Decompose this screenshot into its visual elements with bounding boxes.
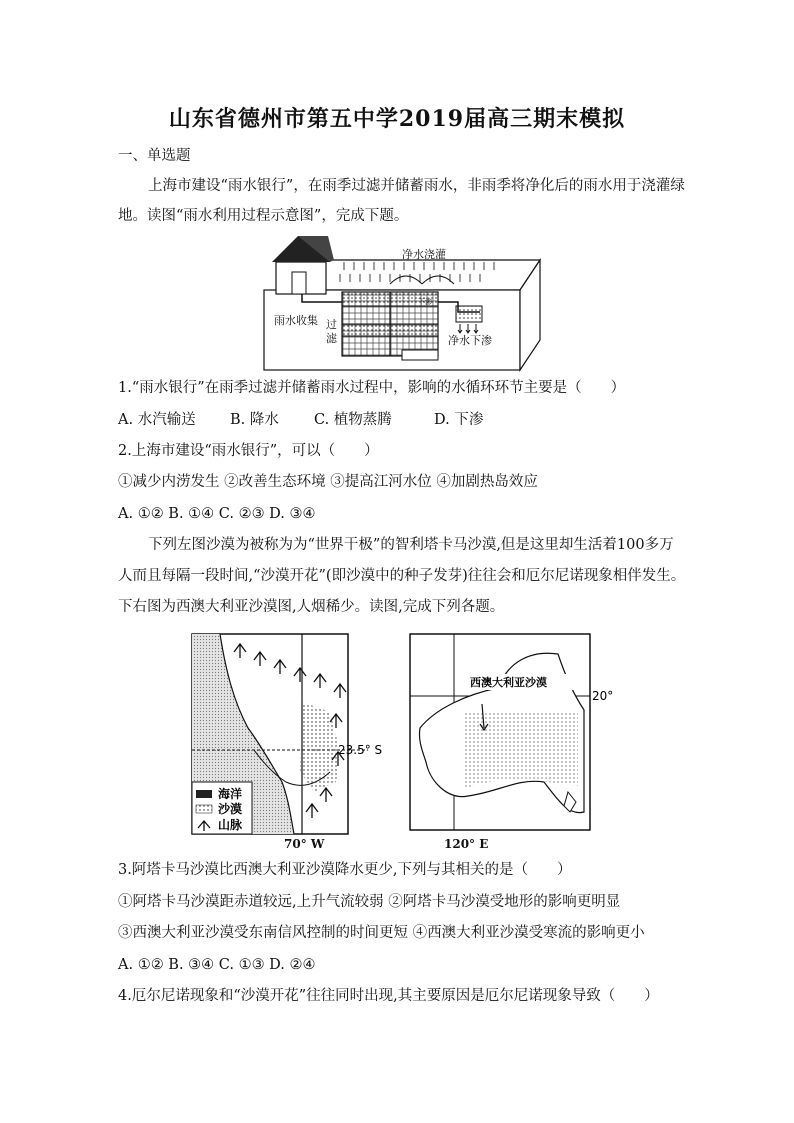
lon-label-120e: 120° E [444,837,489,851]
passage1-line1: 上海市建设“雨水银行”，在雨季过滤并储蓄雨水，非雨季将净化后的雨水用于浇灌绿 [148,178,685,194]
q2-items: ①减少内涝发生 ②改善生态环境 ③提高江河水位 ④加剧热岛效应 [118,474,538,490]
q3-stem: 3.阿塔卡马沙漠比西澳大利亚沙漠降水更少,下列与其相关的是（ ） [118,862,572,878]
q1-stem: 1.“雨水银行”在雨季过滤并储蓄雨水过程中，影响的水循环环节主要是（ ） [118,380,626,396]
label-irrigation: 净水浇灌 [402,248,446,261]
label-filter-a: 过 [326,318,337,331]
q3-options: A. ①② B. ③④ C. ①③ D. ②④ [118,957,316,973]
passage2-line1: 下列左图沙漠为被称为为“世界干极”的智利塔卡马沙漠,但是这里却生活着100多万 [148,537,674,553]
label-seep-small: 下渗 [418,298,432,306]
q3-items1: ①阿塔卡马沙漠距赤道较远,上升气流较弱 ②阿塔卡马沙漠受地形的影响更明显 [118,894,621,910]
passage2-line2: 人而且每隔一段时间,“沙漠开花”(即沙漠中的种子发芽)往往会和厄尔尼诺现象相伴发生。 [118,568,686,584]
page-title: 山东省德州市第五中学2019届高三期末模拟 [168,106,626,132]
q1-option-c: C. 植物蒸腾 [314,412,392,428]
label-collection: 雨水收集 [274,314,318,327]
legend-mountain: 山脉 [218,818,243,832]
q1-option-a: A. 水汽输送 [118,412,196,428]
lon-label-70w: 70° W [284,837,325,851]
q1-option-b: B. 降水 [230,412,279,428]
q2-stem: 2.上海市建设“雨水银行”，可以（ ） [118,443,379,459]
atacama-map [190,632,390,851]
passage1-line2: 地。读图“雨水利用过程示意图”，完成下题。 [118,208,409,224]
legend-desert: 沙漠 [218,802,243,816]
passage2-line3: 下右图为西澳大利亚沙漠图,人烟稀少。读图,完成下列各题。 [118,599,505,615]
label-filter-b: 滤 [326,332,337,345]
q3-items2: ③西澳大利亚沙漠受东南信风控制的时间更短 ④西澳大利亚沙漠受寒流的影响更小 [118,925,645,941]
q4-stem: 4.厄尔尼诺现象和“沙漠开花”往往同时出现,其主要原因是厄尔尼诺现象导致（ ） [118,988,659,1004]
q1-option-d: D. 下渗 [434,412,484,428]
lat-label: 23.5° S [338,743,383,757]
rainwater-diagram [262,232,544,372]
label-seep: 净水下渗 [448,334,492,347]
australia-map [408,632,614,851]
desert-label: 西澳大利亚沙漠 [470,676,547,689]
q2-options: A. ①② B. ①④ C. ②③ D. ③④ [118,506,316,522]
lat-label-20: 20° [592,689,614,703]
section-heading: 一、单选题 [118,148,191,164]
legend-ocean: 海洋 [218,787,243,801]
